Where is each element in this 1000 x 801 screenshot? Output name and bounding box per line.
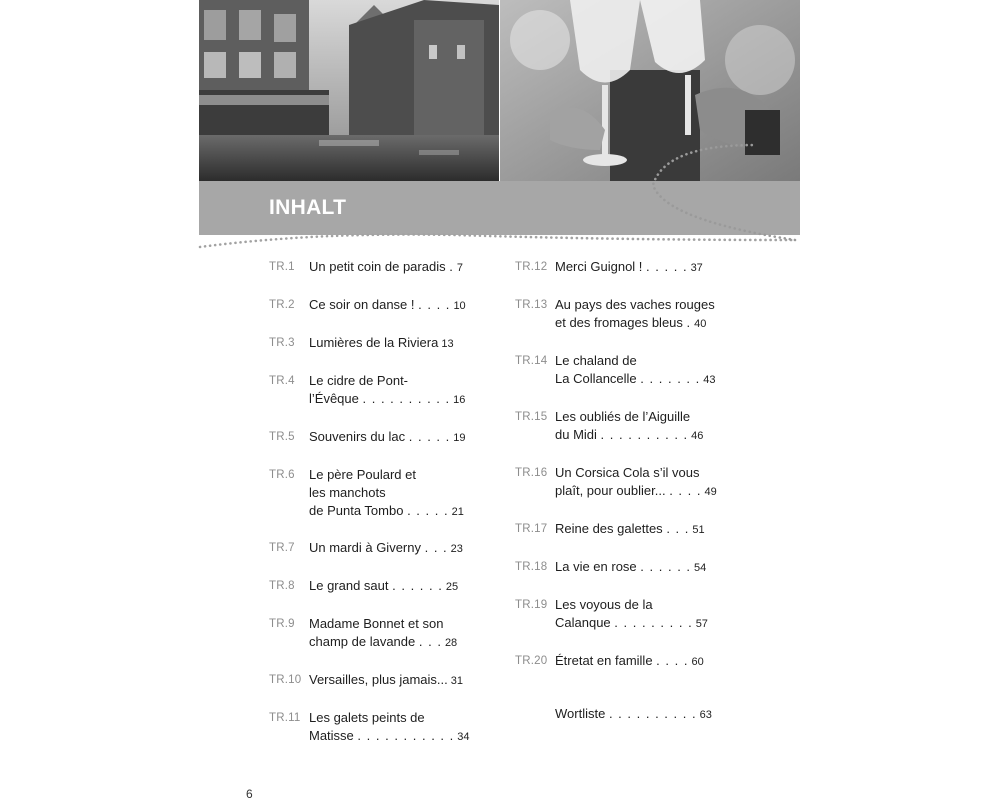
track-number: TR.16: [515, 467, 548, 479]
leader-dots: . . .: [418, 634, 442, 649]
title-line: [555, 520, 712, 539]
leader-dots: .: [686, 315, 692, 330]
page-ref: 40: [694, 318, 707, 330]
title-line: [309, 390, 466, 409]
title-line: [555, 314, 712, 333]
title-line: [309, 372, 466, 390]
page-ref: 28: [444, 637, 458, 649]
toc-entry-title: [309, 428, 466, 447]
page-ref: 46: [691, 430, 704, 442]
track-number: TR.14: [515, 355, 548, 367]
page-ref: 25: [445, 581, 459, 593]
track-number: TR.11: [269, 712, 301, 724]
track-number: TR.19: [515, 599, 548, 611]
title-text: Le grand saut: [309, 578, 389, 593]
leader-dots: . . . . . . . . . .: [362, 391, 451, 406]
page-ref: 21: [451, 506, 464, 518]
title-line: [555, 352, 712, 370]
leader-dots: . . . . . . .: [640, 371, 701, 386]
title-text: Madame Bonnet et son: [309, 616, 444, 631]
title-text: Reine des galettes: [555, 521, 663, 536]
page-ref: 37: [690, 262, 703, 274]
page-ref: 31: [450, 675, 463, 687]
leader-dots: . . . . . .: [392, 578, 443, 593]
toc-entry-title: [555, 596, 712, 633]
toc-entry-title: [309, 671, 466, 690]
toc-entry-title: [555, 408, 712, 445]
track-number: TR.5: [269, 431, 295, 443]
track-number: TR.2: [269, 299, 295, 311]
track-number: TR.4: [269, 375, 295, 387]
toc-entry-title: [309, 709, 470, 746]
toc-entry-title: [555, 464, 717, 501]
track-number: TR.7: [269, 542, 295, 554]
leader-dots: . . . .: [418, 297, 451, 312]
page-ref: 60: [691, 656, 704, 668]
track-number: TR.13: [515, 299, 548, 311]
title-line: [309, 539, 466, 558]
title-text: La Collancelle: [555, 371, 637, 386]
leader-dots: . . . . . . . . .: [614, 615, 693, 630]
track-number: TR.10: [269, 674, 302, 686]
title-text: Un mardi à Giverny: [309, 540, 421, 555]
title-text: plaît, pour oublier...: [555, 483, 666, 498]
leader-dots: . . . . . . . . . .: [600, 427, 689, 442]
title-text: de Punta Tombo: [309, 503, 404, 518]
title-text: Étretat en famille: [555, 653, 653, 668]
title-text: Matisse: [309, 728, 354, 743]
title-text: Le chaland de: [555, 353, 637, 368]
title-text: La vie en rose: [555, 559, 637, 574]
title-line: [555, 705, 712, 724]
page-ref: 34: [457, 731, 470, 743]
title-text: l’Évêque: [309, 391, 359, 406]
track-number: TR.3: [269, 337, 295, 349]
toc-entry-title: [555, 705, 712, 724]
leader-dots: . . . . . .: [640, 559, 692, 574]
track-number: TR.12: [515, 261, 548, 273]
title-line: [309, 615, 466, 633]
leader-dots: . . .: [666, 521, 690, 536]
page-ref: 43: [703, 374, 716, 386]
title-line: [309, 466, 466, 484]
page-ref: 57: [695, 618, 708, 630]
page-ref: 19: [453, 432, 466, 444]
title-text: Calanque: [555, 615, 611, 630]
toc-entry-title: [555, 296, 715, 333]
title-line: [309, 502, 466, 521]
title-text: Un Corsica Cola s’il vous: [555, 465, 700, 480]
toc-entry-title: [309, 466, 466, 521]
title-line: [309, 258, 466, 277]
title-text: Ce soir on danse !: [309, 297, 415, 312]
page-ref: 49: [704, 486, 717, 498]
title-line: [555, 258, 712, 277]
title-line: [555, 614, 712, 633]
leader-dots: . . . . .: [408, 429, 451, 444]
title-line: [555, 408, 712, 426]
track-number: TR.8: [269, 580, 295, 592]
page-number: 6: [246, 787, 253, 801]
title-text: Le cidre de Pont-: [309, 373, 409, 388]
title-line: [555, 596, 712, 614]
page-ref: 54: [694, 562, 707, 574]
toc-entry-title: [555, 520, 712, 539]
page-ref: 7: [456, 262, 463, 274]
track-number: TR.9: [269, 618, 295, 630]
track-number: TR.1: [269, 261, 295, 273]
title-text: Wortliste: [555, 706, 606, 721]
page-ref: 13: [441, 338, 454, 350]
page-ref: 63: [699, 709, 712, 721]
title-text: Les galets peints de: [309, 710, 425, 725]
leader-dots: . . . . . . . . . .: [608, 706, 697, 721]
page-ref: 23: [450, 543, 463, 555]
title-line: [555, 558, 712, 577]
page-ref: 10: [453, 300, 466, 312]
leader-dots: . . .: [424, 540, 448, 555]
toc-entry-title: [555, 258, 712, 277]
title-line: [309, 671, 466, 690]
title-text: du Midi: [555, 427, 597, 442]
title-line: [309, 334, 466, 353]
title-text: Lumières de la Riviera: [309, 335, 439, 350]
toc-entry-title: [309, 539, 466, 558]
title-text: Versailles, plus jamais...: [309, 672, 448, 687]
leader-dots: . . . .: [669, 483, 702, 498]
title-line: [555, 482, 717, 501]
title-text: Au pays des vaches rouges: [555, 297, 715, 312]
leader-dots: .: [449, 259, 454, 274]
track-number: TR.18: [515, 561, 548, 573]
title-text: Le père Poulard et: [309, 467, 416, 482]
title-line: [309, 577, 466, 596]
title-text: Les oubliés de l’Aiguille: [555, 409, 691, 424]
title-line: [309, 296, 466, 315]
toc-entry-title: [309, 334, 466, 353]
dotted-curve-decoration: [195, 140, 805, 255]
toc-entry-title: [309, 577, 466, 596]
page-ref: 51: [692, 524, 705, 536]
leader-dots: . . . .: [656, 653, 689, 668]
title-line: [555, 370, 716, 389]
title-line: [309, 709, 466, 727]
title-text: Les voyous de la: [555, 597, 653, 612]
title-text: et des fromages bleus: [555, 315, 683, 330]
title-line: [555, 464, 712, 482]
title-line: [309, 484, 466, 502]
toc-entry-title: [309, 372, 466, 409]
leader-dots: . . . . .: [407, 503, 449, 518]
toc-entry-title: [555, 652, 712, 671]
title-text: Souvenirs du lac: [309, 429, 406, 444]
leader-dots: . . . . . . . . . . .: [357, 728, 455, 743]
page-ref: 16: [453, 394, 466, 406]
title-text: champ de lavande: [309, 634, 416, 649]
leader-dots: . . . . .: [646, 259, 688, 274]
toc-entry-title: [555, 558, 712, 577]
title-line: [309, 633, 466, 652]
page-title: INHALT: [269, 196, 347, 219]
title-line: [555, 426, 712, 445]
title-line: [309, 428, 466, 447]
track-number: TR.15: [515, 411, 548, 423]
track-number: TR.6: [269, 469, 295, 481]
title-text: Un petit coin de paradis: [309, 259, 446, 274]
title-line: [555, 652, 712, 671]
title-line: [555, 296, 715, 314]
title-text: Merci Guignol !: [555, 259, 643, 274]
toc-entry-title: [555, 352, 716, 389]
track-number: TR.17: [515, 523, 548, 535]
toc-entry-title: [309, 296, 466, 315]
title-line: [309, 727, 470, 746]
toc-entry-title: [309, 615, 466, 652]
title-text: les manchots: [309, 485, 386, 500]
toc-entry-title: [309, 258, 466, 277]
track-number: TR.20: [515, 655, 548, 667]
